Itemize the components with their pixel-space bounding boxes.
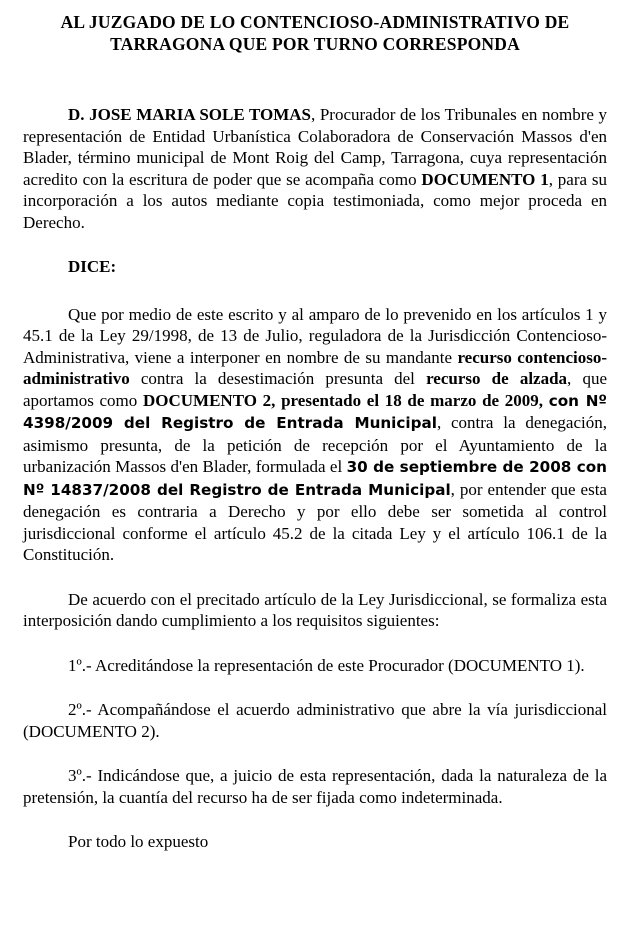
text-run: contra la desestimación presunta del — [129, 369, 427, 388]
text-run: , por entender que esta denegación es contraria a Derecho y por ello debe ser sometida al control jurisdiccional conforme el artículo 45.2 de la citada Ley y el artículo 106.1 de la Constitución. — [23, 479, 607, 564]
paragraph-procurador — [23, 104, 607, 233]
requisito-3: 3º.- Indicándose que, a juicio de esta representación, dada la naturaleza de la pretensión, la cuantía del recurso ha de ser fijada como indeterminada. — [23, 766, 607, 807]
registro-4398-reference: con Nº 4398/2009 del Registro de Entrada Municipal — [23, 391, 607, 432]
text-run: , contra la denegación, asimismo presunta, de la petición de recepción por el Ayuntamiento de la urbanización Massos d'en Blader, formulada el — [23, 413, 607, 476]
title-line-1: AL JUZGADO DE LO CONTENCIOSO-ADMINISTRATIVO DE — [60, 12, 570, 32]
title-line-2: TARRAGONA QUE POR TURNO CORRESPONDA — [110, 33, 520, 54]
recurso-alzada-emphasis: recurso de alzada — [426, 369, 568, 388]
procurador-name: D. JOSE MARIA SOLE TOMAS — [68, 105, 311, 124]
closing-line: Por todo lo expuesto — [68, 832, 209, 851]
paragraph-recurso — [23, 304, 607, 566]
recurso-contencioso-emphasis: recurso contencioso-administrativo — [23, 347, 608, 388]
registro-14837-reference: 30 de septiembre de 2008 con Nº 14837/2008 del Registro de Entrada Municipal — [23, 458, 607, 499]
text-run: , para su incorporación a los autos mediante copia testimoniada, como mejor proceda en Derecho. — [23, 169, 607, 232]
requisito-2: 2º.- Acompañándose el acuerdo administrativo que abre la vía jurisdiccional (DOCUMENTO 2). — [23, 700, 607, 741]
text-run: , que aportamos como — [23, 369, 607, 410]
requisito-1: 1º.- Acreditándose la representación de este Procurador (DOCUMENTO 1). — [68, 655, 585, 675]
text-run: , Procurador de los Tribunales en nombre y representación de Entidad Urbanística Colaboradora de Conservación Massos d'en Blader, término municipal de Mont Roig del Camp, Tarragona, cuya representación acredito con la escritura de poder que se acompaña como — [23, 105, 607, 189]
text-run: Que por medio de este escrito y al amparo de lo prevenido en los artículos 1 y 45.1 de la Ley 29/1998, de 13 de Julio, reguladora de la Jurisdicción Contencioso-Administrativa, viene a interponer en nombre de su mandante — [23, 304, 607, 367]
paragraph-requisitos-intro: De acuerdo con el precitado artículo de la Ley Jurisdiccional, se formaliza esta interposición dando cumplimiento a los requisitos siguientes: — [23, 589, 607, 630]
documento-1-reference: DOCUMENTO 1 — [421, 169, 549, 189]
dice-heading: DICE: — [68, 257, 117, 276]
document-title — [23, 12, 607, 55]
documento-2-reference: DOCUMENTO 2, presentado el 18 de marzo de 2009, — [142, 390, 549, 410]
